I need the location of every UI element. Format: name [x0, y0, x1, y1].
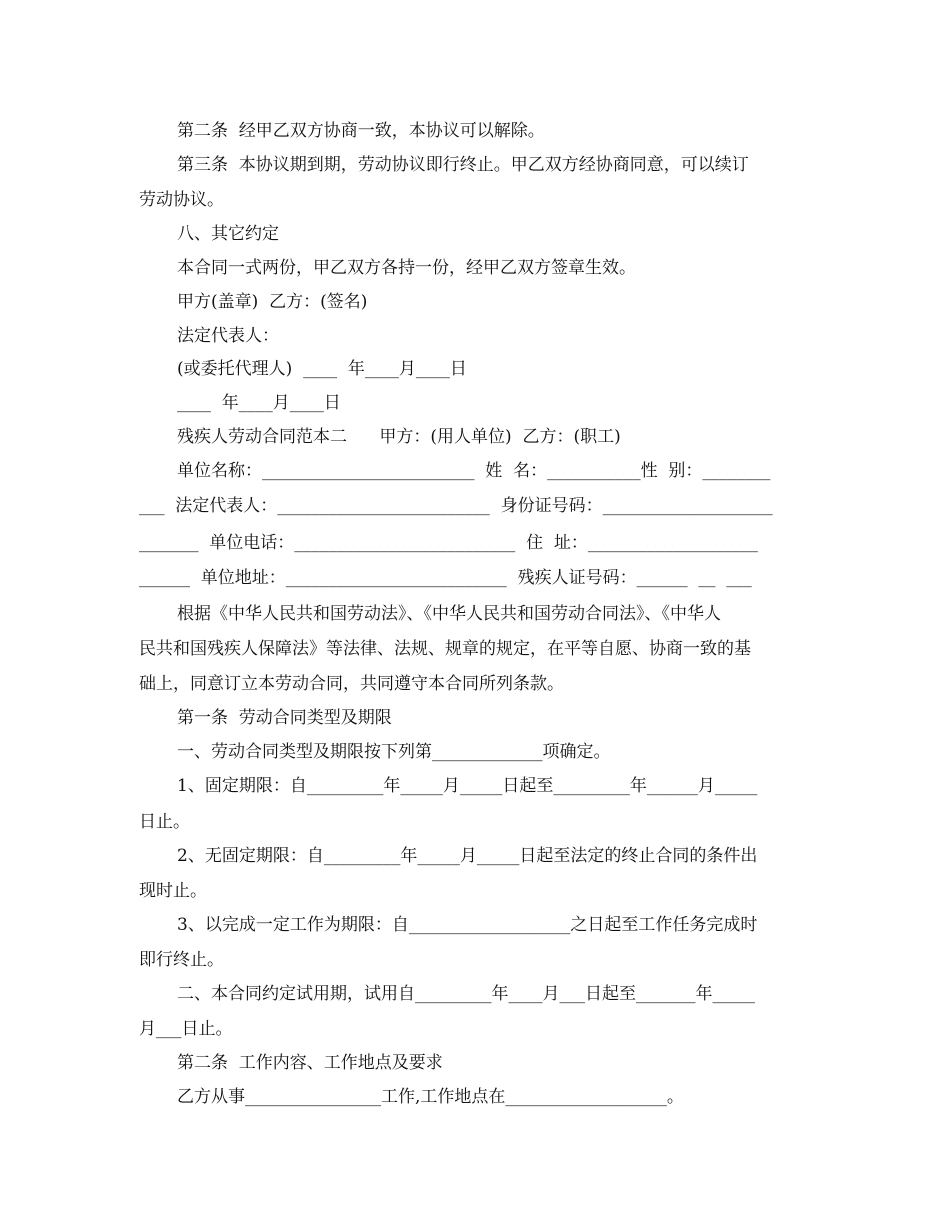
signature-line: 法定代表人： — [177, 326, 279, 346]
contract-title: 残疾人劳动合同范本二 甲方：(用人单位) 乙方：(职工) — [177, 427, 621, 447]
text-line: 日止。 — [139, 812, 190, 832]
text-line: 3、以完成一定工作为期限：自___________________之日起至工作任务完成时 — [177, 915, 758, 935]
text-line: 二、本合同约定试用期，试用自_________年____月___日起至_______年_____ — [177, 984, 755, 1004]
text-line: 月___日止。 — [139, 1019, 233, 1039]
text-line: 1、固定期限：自_________年_____月_____日起至_________年______月_____ — [177, 776, 758, 796]
date-line: ____ 年____月____日 — [177, 393, 341, 413]
date-line: (或委托代理人) ____ 年____月____日 — [177, 359, 467, 379]
text-line: 第二条 经甲乙双方协商一致，本协议可以解除。 — [177, 121, 545, 141]
text-line: 本合同一式两份，甲乙双方各持一份，经甲乙双方签章生效。 — [177, 258, 636, 278]
article-heading: 第二条 工作内容、工作地点及要求 — [177, 1053, 443, 1073]
text-line: 2、无固定期限：自_________年_____月_____日起至法定的终止合同的条件出 — [177, 846, 758, 866]
text-line: 根据《中华人民共和国劳动法》、《中华人民共和国劳动合同法》、《中华人 — [177, 604, 721, 624]
text-line: 即行终止。 — [139, 950, 224, 970]
form-line: ___ 法定代表人：_________________________ 身份证号码：____________________ — [139, 496, 773, 516]
text-line: 乙方从事________________工作,工作地点在___________________。 — [177, 1087, 684, 1107]
text-line: 第三条 本协议期到期，劳动协议即行终止。甲乙双方经协商同意，可以续订 — [177, 155, 749, 175]
article-heading: 第一条 劳动合同类型及期限 — [177, 708, 392, 728]
text-line: 一、劳动合同类型及期限按下列第_____________项确定。 — [177, 742, 611, 762]
text-line: 民共和国残疾人保障法》等法律、法规、规章的规定，在平等自愿、协商一致的基 — [139, 639, 751, 659]
signature-line: 甲方(盖章) 乙方：(签名) — [177, 292, 368, 312]
text-line: 劳动协议。 — [139, 190, 224, 210]
form-line: 单位名称：_________________________ 姓 名：___________性 别：________ — [177, 461, 771, 481]
section-heading: 八、其它约定 — [177, 224, 279, 244]
form-line: _______ 单位电话：__________________________ 住 址：____________________ — [139, 533, 758, 553]
text-line: 础上，同意订立本劳动合同，共同遵守本合同所列条款。 — [139, 674, 564, 694]
text-line: 现时止。 — [139, 881, 207, 901]
form-line: ______ 单位地址：__________________________ 残疾人证号码：______ __ ___ — [139, 568, 752, 588]
